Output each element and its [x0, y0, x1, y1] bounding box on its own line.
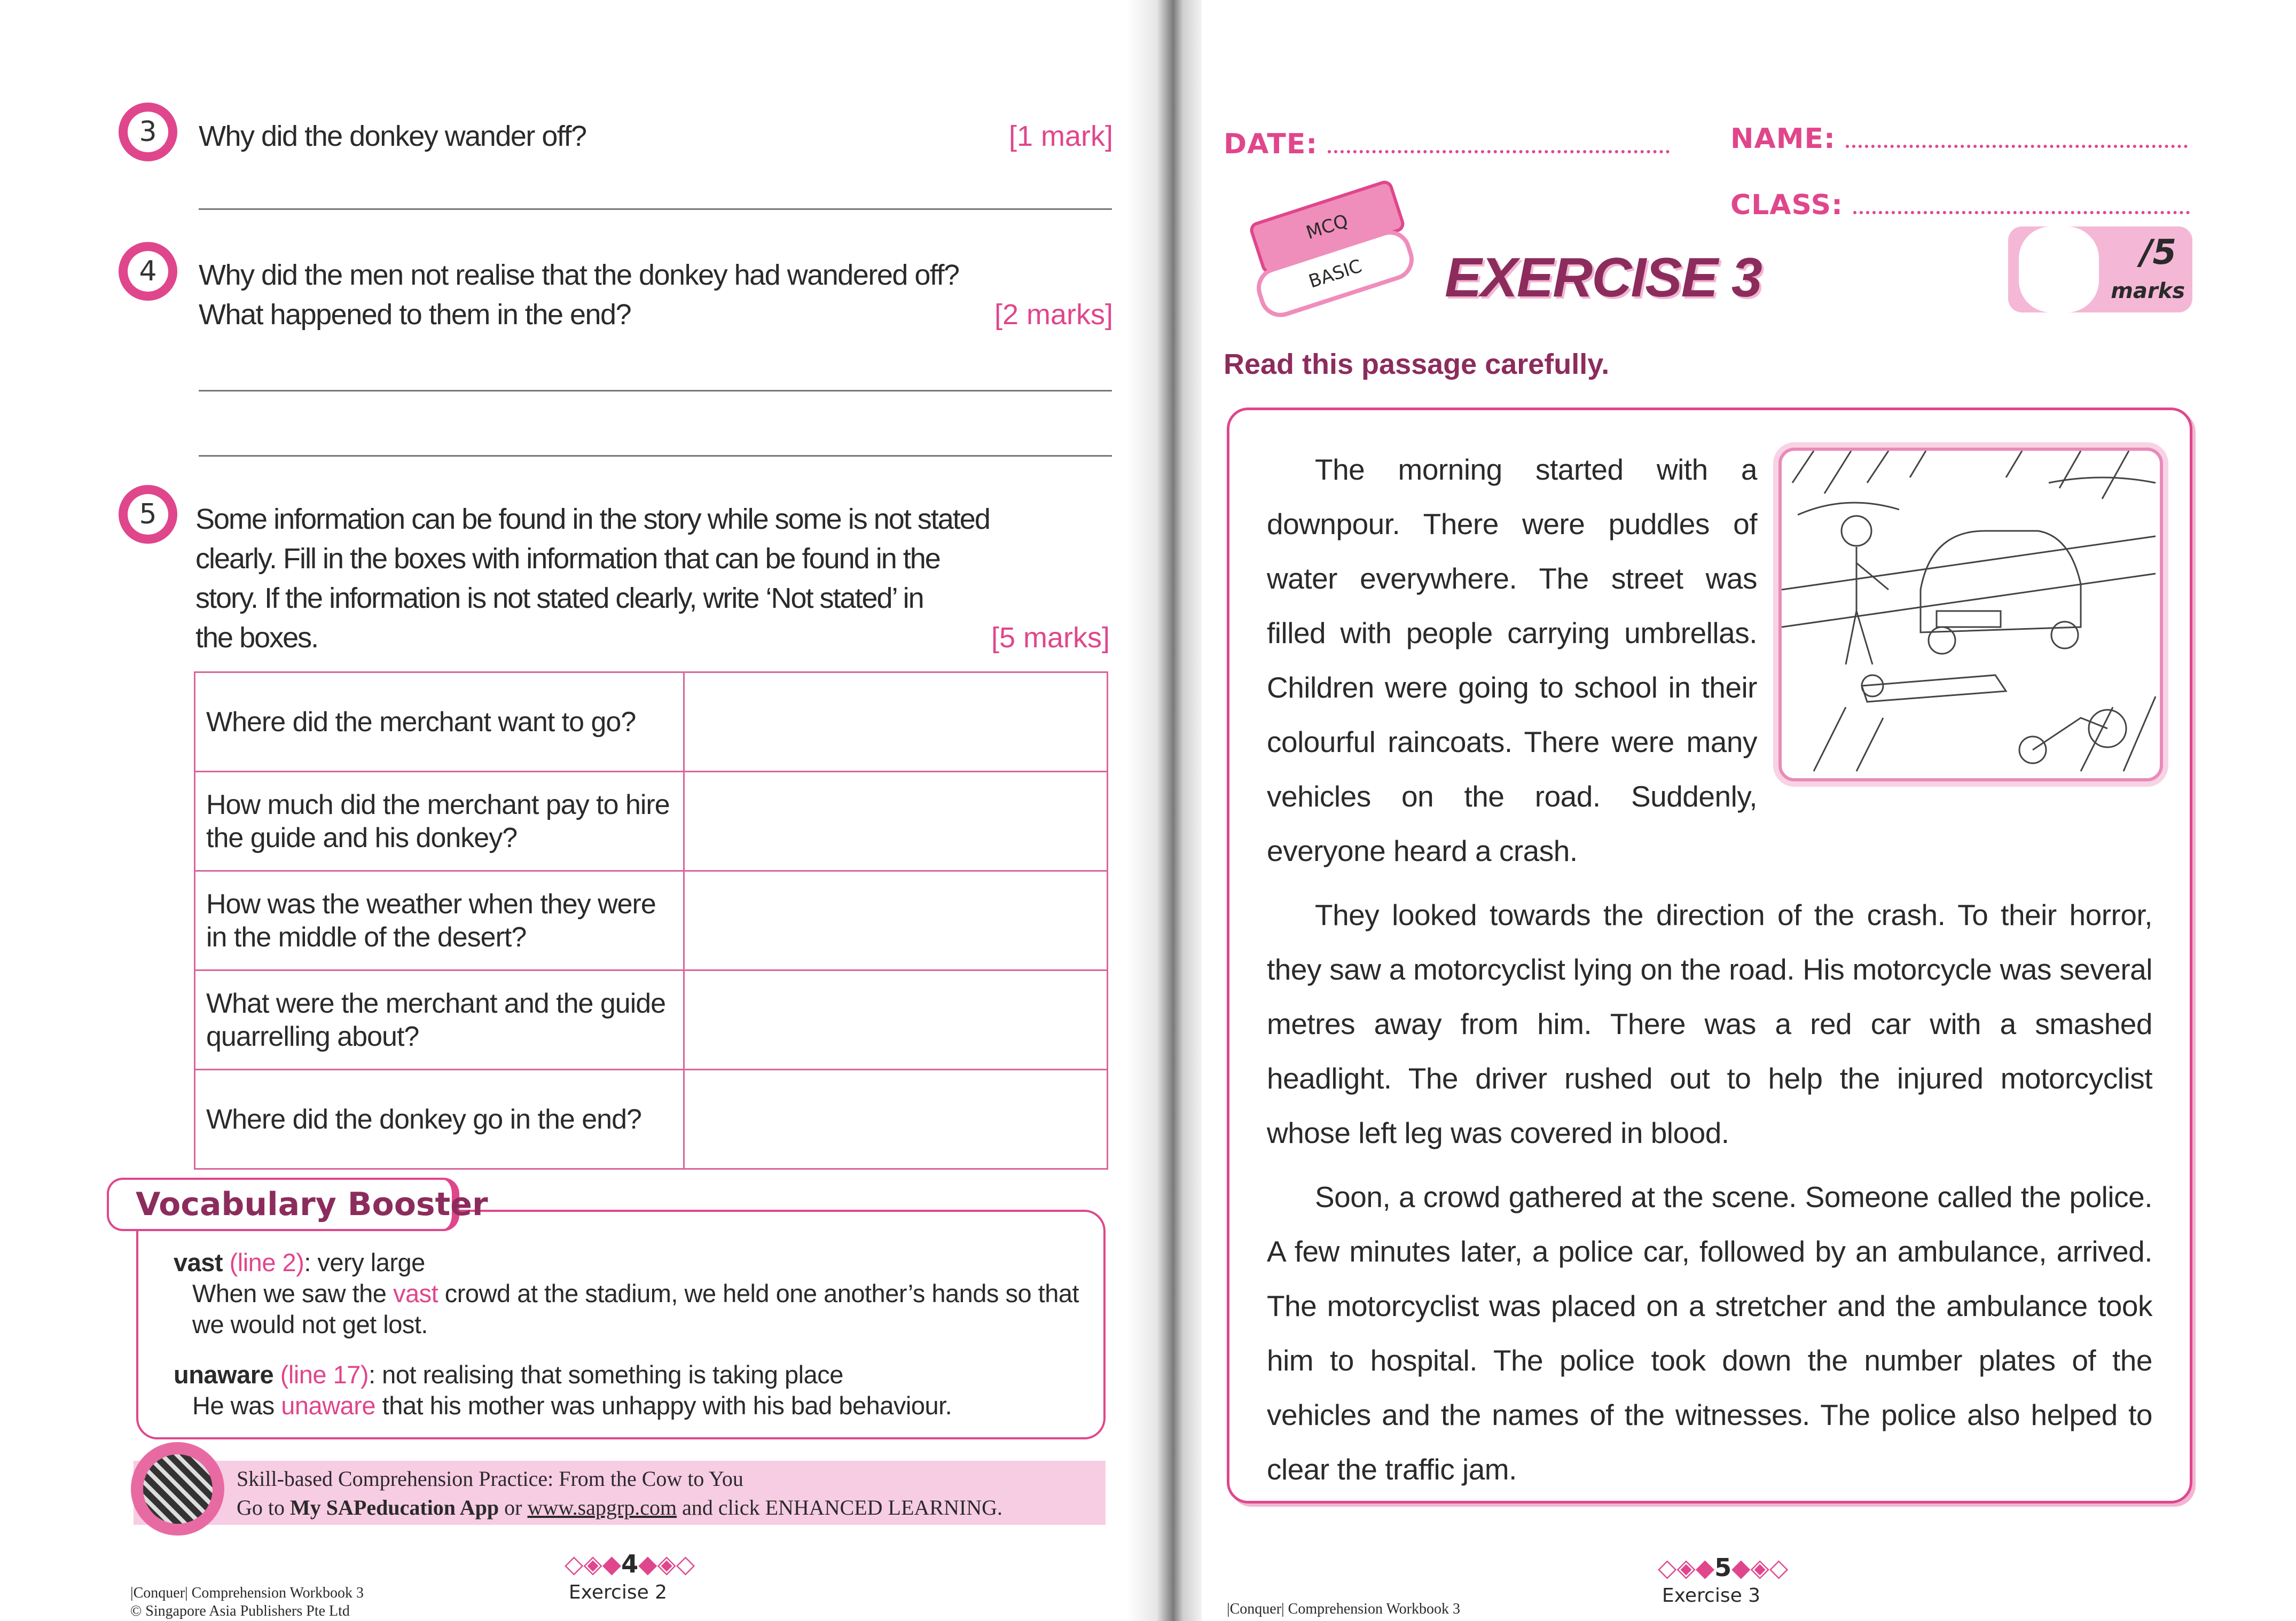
footer: |Conquer| Comprehension Workbook 3: [1227, 1601, 1460, 1617]
question-5: [195, 499, 1110, 657]
answer-line[interactable]: [199, 390, 1112, 391]
name-field[interactable]: NAME:: [1730, 122, 2188, 156]
answer-cell[interactable]: [684, 970, 1108, 1070]
info-table: [194, 671, 1108, 1170]
question-4-text: Why did the men not realise that the donkey had wandered off?: [199, 259, 959, 291]
answer-cell[interactable]: [684, 1070, 1108, 1169]
question-5-text: the boxes.: [195, 622, 318, 654]
exercise-title: EXERCISE 3: [1445, 247, 1761, 309]
page-number: ◇◈◆5◆◈◇: [1658, 1553, 1789, 1582]
table-row: Where did the merchant want to go?: [195, 672, 1108, 772]
exercise-label: Exercise 2: [568, 1581, 668, 1603]
marks-box: /5 marks: [2008, 226, 2192, 312]
question-3-text: Why did the donkey wander off?: [199, 120, 586, 152]
qr-code-icon: [131, 1442, 224, 1536]
question-4-marks: [2 marks]: [994, 299, 1113, 331]
vocabulary-title: Vocabulary Booster: [107, 1178, 459, 1231]
car-crash-illustration: [1782, 451, 2160, 778]
exercise-label: Exercise 3: [1662, 1585, 1761, 1607]
table-row: Where did the donkey go in the end?: [195, 1070, 1108, 1169]
vocab-entry: vast (line 2): very large When we saw the vast crowd at the stadium, we held one another’s hands so that we would not get lost.: [174, 1248, 1079, 1338]
score-input[interactable]: [2019, 226, 2099, 312]
passage-box: [1227, 408, 2192, 1503]
question-4-text: What happened to them in the end?: [199, 299, 631, 331]
question-3-marks: [1 mark]: [1008, 120, 1113, 152]
accident-illustration: [1778, 448, 2163, 781]
answer-line[interactable]: [199, 455, 1112, 457]
class-field[interactable]: CLASS:: [1730, 188, 2190, 222]
answer-cell[interactable]: [684, 772, 1108, 871]
question-5-text: clearly. Fill in the boxes with information that can be found in the: [195, 543, 940, 575]
table-row: How was the weather when they were in the middle of the desert?: [195, 871, 1108, 970]
answer-line[interactable]: [199, 208, 1112, 210]
table-row: What were the merchant and the guide quarrelling about?: [195, 970, 1108, 1070]
instruction: Read this passage carefully.: [1224, 348, 1610, 380]
question-3: [199, 116, 1113, 156]
question-5-marks: [5 marks]: [991, 622, 1110, 654]
question-5-text: Some information can be found in the story while some is not stated: [195, 503, 990, 535]
website-link[interactable]: www.sapgrp.com: [527, 1495, 677, 1520]
footer: |Conquer| Comprehension Workbook 3 © Singapore Asia Publishers Pte Ltd: [130, 1585, 364, 1619]
question-5-text: story. If the information is not stated clearly, write ‘Not stated’ in: [195, 582, 923, 614]
book-spine: [1127, 0, 1202, 1621]
answer-cell[interactable]: [684, 672, 1108, 772]
question-number-badge: 4: [119, 242, 177, 301]
banner-text: Skill-based Comprehension Practice: From the Cow to You Go to My SAPeducation App or www.sapgrp.com and click ENHANCED LEARNING.: [237, 1467, 1002, 1520]
page-number: ◇◈◆4◆◈◇: [565, 1549, 695, 1578]
table-row: How much did the merchant pay to hire the guide and his donkey?: [195, 772, 1108, 871]
question-number-badge: 3: [119, 103, 177, 161]
question-number-badge: 5: [119, 485, 177, 544]
mcq-basic-badge: MCQ BASIC: [1242, 184, 1418, 318]
date-field[interactable]: DATE:: [1224, 127, 1670, 161]
answer-cell[interactable]: [684, 871, 1108, 970]
question-4: [199, 255, 1113, 334]
vocab-entry: unaware (line 17): not realising that something is taking place He was unaware that his mother was unhappy with his bad behaviour.: [174, 1360, 952, 1420]
passage: The morning started with a downpour. There were puddles of water everywhere. The street was filled with people carrying umbrellas. Children were going to school in their colourful raincoats. There were many vehicles on the road. Suddenly, everyone heard a crash. They looked towards the direction of the crash. To their horror, they saw a motorcyclist lying on the road. His motorcycle was several metres away from him. There was a red car with a smashed headlight. The driver rushed out to help the injured motorcyclist whose left leg was covered in blood. Soon, a crowd gathered at the scene. Someone called the police. A few minutes later, a police car, followed by an ambulance, arrived. The motorcyclist was placed on a stretcher and the ambulance took him to hospital. The police took down the number plates of the vehicles and the names of the witnesses. The police also helped to clear the traffic jam.: [1267, 442, 2152, 1497]
